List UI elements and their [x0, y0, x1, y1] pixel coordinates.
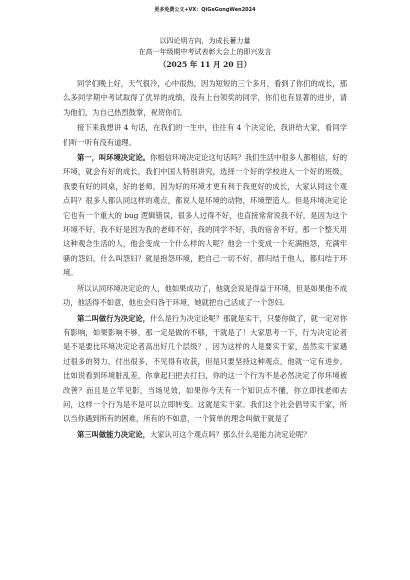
- paragraph-4: [63, 282, 347, 311]
- paragraph-3-text: 你相信环境决定论这句话吗？我们生活中很多人都相信，好的环境，就会有好的成长，我们中国人特别讲究，选择一个好的学校进入一个好的班级，我要有好的同桌，好的老师，因为好的环境才更有利于我更好的成长，大家认同这个观点吗？很多人都认同这样的观点，都说人是环境的动物，环境塑造人。但是环境决定论它也有一个重大的 bug 逻辑错误，很多人过得不好，也直接常常说我不好，是因为这个环境不好，我不好是因为我的老师不好，我的同学不好，我的宿舍不好，那一个整天用这种观念生活的人，他会变成一个什么样的人呢？他会一个变成一个充满抱怨，充满牢骚的怨妇，什么叫怨妇？就是抱怨环境，把自己一切不好，都归结于他人，都归结于环境。: [63, 153, 348, 278]
- paragraph-5-text: 什么是行为决定论呢？那就是实干，只要你做了，就一定对你有影响，如果影响不够，那一定是做的不够，干就是了！大家思考一下，行为决定论者是不是要比环境决定论者高出好几个层级？，因为这样的人是要实干家，虽然实干家遇过很多的努力，付出很多，不见得有收获，但是只要坚持这种观点，他就一定有进步。比如说看到环境脏乱差，你拿起扫把去打扫，你的这一个行为不是必然决定了你环境被改善？而且是立竿见影，当场见效，如果你今天有一个知识点不懂，你立即找老师去问，这样一个行为是不是可以立即转变。这就是实干家。我们这个社会倡导实干家，所以当你遇到所有的困难，所有的不如意，一个简单的理念叫做干就是了: [63, 313, 348, 424]
- paragraph-3-lead: 第一，叫环境决定论。: [77, 153, 150, 163]
- paragraph-6-lead: 第三叫做能力决定论，: [77, 429, 150, 439]
- paragraph-6-text: 大家认可这个观点吗？那么什么是能力决定论呢？: [149, 429, 311, 439]
- paragraph-4-text: 所以认同环境决定论的人，他如果成功了，他就会说是得益于环境，但是如果他不成功，他活得不如意，他也会归咎于环境，她就把自己活成了一个怨妇。: [63, 283, 347, 308]
- paragraph-1-text: 同学们晚上好，天气很冷，心中很热，因为短短的三个多月，看到了你们的成长，那么多同学期中考试取得了优异的成绩，没有上台领奖的同学，你们也有显著的进步，请为他们，为自己热烈鼓掌，祝贺你们。: [63, 79, 347, 117]
- document-date: （2025 年 11 月 20 日）: [158, 60, 252, 69]
- paragraph-5: [63, 312, 347, 427]
- watermark-header: 更多免费公文+VX：QiGeGongWen2024: [154, 7, 256, 13]
- title-line-2: 在高一年级期中考试表彰大会上的即兴发言: [138, 48, 272, 56]
- paragraph-2: [63, 121, 347, 150]
- paragraph-1: [63, 77, 347, 120]
- paragraph-3: [63, 151, 347, 281]
- paragraph-2-text: 接下来我想讲 4 句话，在我们的一生中，往往有 4 个决定论，我讲给大家，看同学们听一听有没有道理。: [63, 123, 347, 147]
- document-body: [63, 36, 347, 443]
- paragraph-5-lead: 第二叫做行为决定论，: [77, 313, 150, 323]
- title-line-1: 以四论明方向，为成长蓄力量: [159, 37, 251, 45]
- paragraph-6: [63, 428, 347, 442]
